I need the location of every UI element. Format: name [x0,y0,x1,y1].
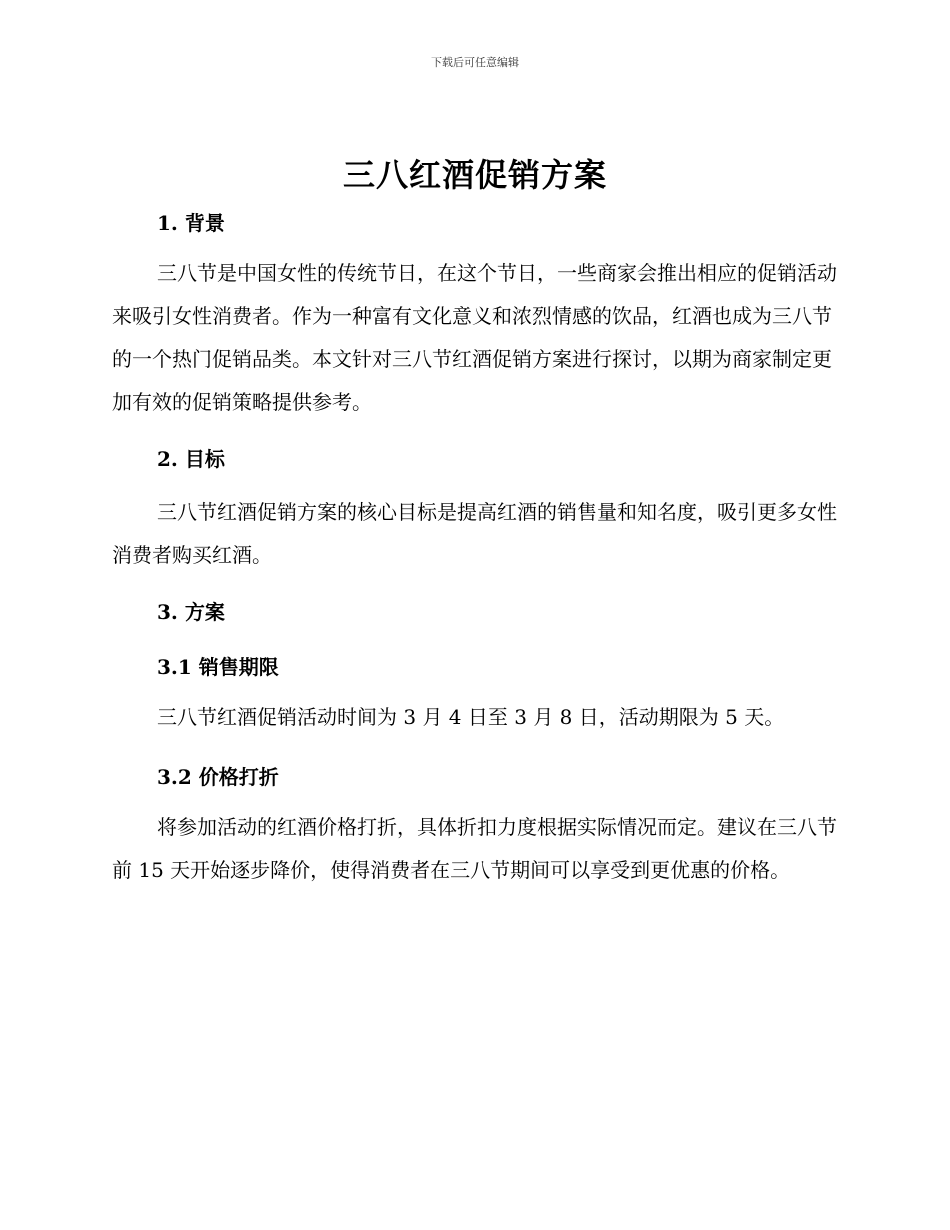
section-body-background: 三八节是中国女性的传统节日，在这个节日，一些商家会推出相应的促销活动来吸引女性消费者。作为一种富有文化意义和浓烈情感的饮品，红酒也成为三八节的一个热门促销品类。本文针对三八节红酒促销方案进行探讨，以期为商家制定更加有效的促销策略提供参考。 [112,261,837,414]
section-heading-sales-period: 3.1 销售期限 [157,655,279,679]
section-body-discount: 将参加活动的红酒价格打折，具体折扣力度根据实际情况而定。建议在三八节前 15 天开始逐步降价，使得消费者在三八节期间可以享受到更优惠的价格。 [112,815,837,882]
section-body-goal: 三八节红酒促销方案的核心目标是提高红酒的销售量和知名度，吸引更多女性消费者购买红酒。 [112,500,837,567]
section-heading-goal: 2. 目标 [157,447,225,471]
section-body-sales-period: 三八节红酒促销活动时间为 3 月 4 日至 3 月 8 日，活动期限为 5 天。 [157,705,785,729]
section-heading-background: 1. 背景 [157,211,225,235]
section-heading-discount: 3.2 价格打折 [157,765,279,789]
section-heading-plan: 3. 方案 [157,600,225,624]
header-note: 下载后可任意编辑 [431,56,519,69]
document-title: 三八红酒促销方案 [342,156,607,194]
